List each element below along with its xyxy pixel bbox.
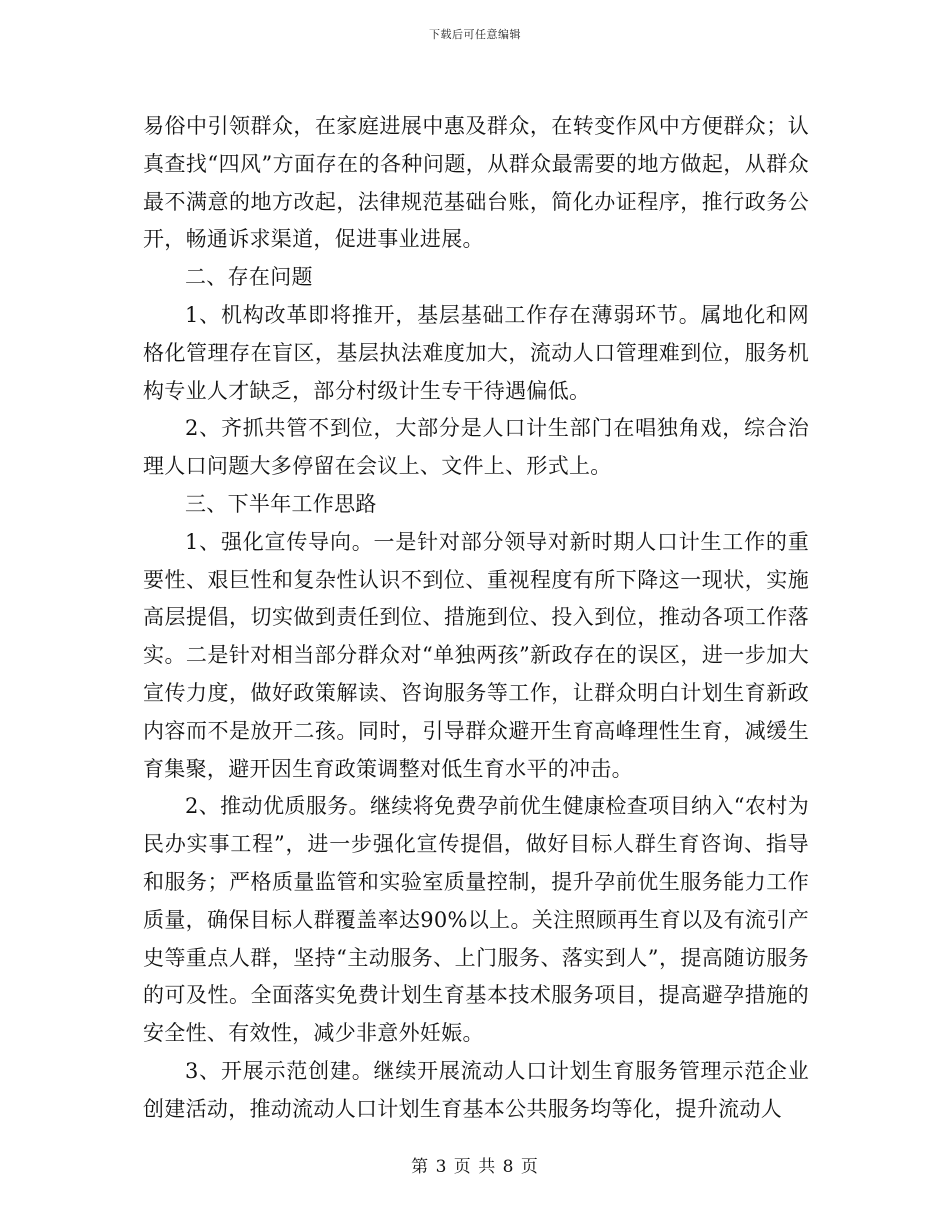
paragraph: 易俗中引领群众，在家庭进展中惠及群众，在转变作风中方便群众；认真查找“四风”方面存在的各种问题，从群众最需要的地方做起，从群众最不满意的地方改起，法律规范基础台账，简化办证程序，推行政务公开，畅通诉求渠道，促进事业进展。 xyxy=(143,114,809,252)
paragraph: 1、机构改革即将推开，基层基础工作存在薄弱环节。属地化和网格化管理存在盲区，基层执法难度加大，流动人口管理难到位，服务机构专业人才缺乏，部分村级计生专干待遇偏低。 xyxy=(143,302,809,403)
section-heading: 二、存在问题 xyxy=(185,265,313,290)
paragraph: 2、齐抓共管不到位，大部分是人口计生部门在唱独角戏，综合治理人口问题大多停留在会议上、文件上、形式上。 xyxy=(143,416,809,479)
paragraph: 2、推动优质服务。继续将免费孕前优生健康检查项目纳入“农村为民办实事工程”，进一步强化宣传提倡，做好目标人群生育咨询、指导和服务；严格质量监管和实验室质量控制，提升孕前优生服务能力工作质量，确保目标人群覆盖率达90%以上。关注照顾再生育以及有流引产史等重点人群，坚持“主动服务、上门服务、落实到人”，提高随访服务的可及性。全面落实免费计划生育基本技术服务项目，提高避孕措施的安全性、有效性，减少非意外妊娠。 xyxy=(143,794,809,1046)
page-number: 第 3 页 共 8 页 xyxy=(411,1157,539,1177)
page-header: 下载后可任意编辑 xyxy=(429,28,521,41)
section-heading: 三、下半年工作思路 xyxy=(185,491,377,516)
paragraph: 1、强化宣传导向。一是针对部分领导对新时期人口计生工作的重要性、艰巨性和复杂性认识不到位、重视程度有所下降这一现状，实施高层提倡，切实做到责任到位、措施到位、投入到位，推动各项工作落实。二是针对相当部分群众对“单独两孩”新政存在的误区，进一步加大宣传力度，做好政策解读、咨询服务等工作，让群众明白计划生育新政内容而不是放开二孩。同时，引导群众避开生育高峰理性生育，减缓生育集聚，避开因生育政策调整对低生育水平的冲击。 xyxy=(143,529,809,781)
body-text xyxy=(143,108,809,1129)
paragraph: 3、开展示范创建。继续开展流动人口计划生育服务管理示范企业创建活动，推动流动人口计划生育基本公共服务均等化，提升流动人 xyxy=(143,1058,809,1121)
